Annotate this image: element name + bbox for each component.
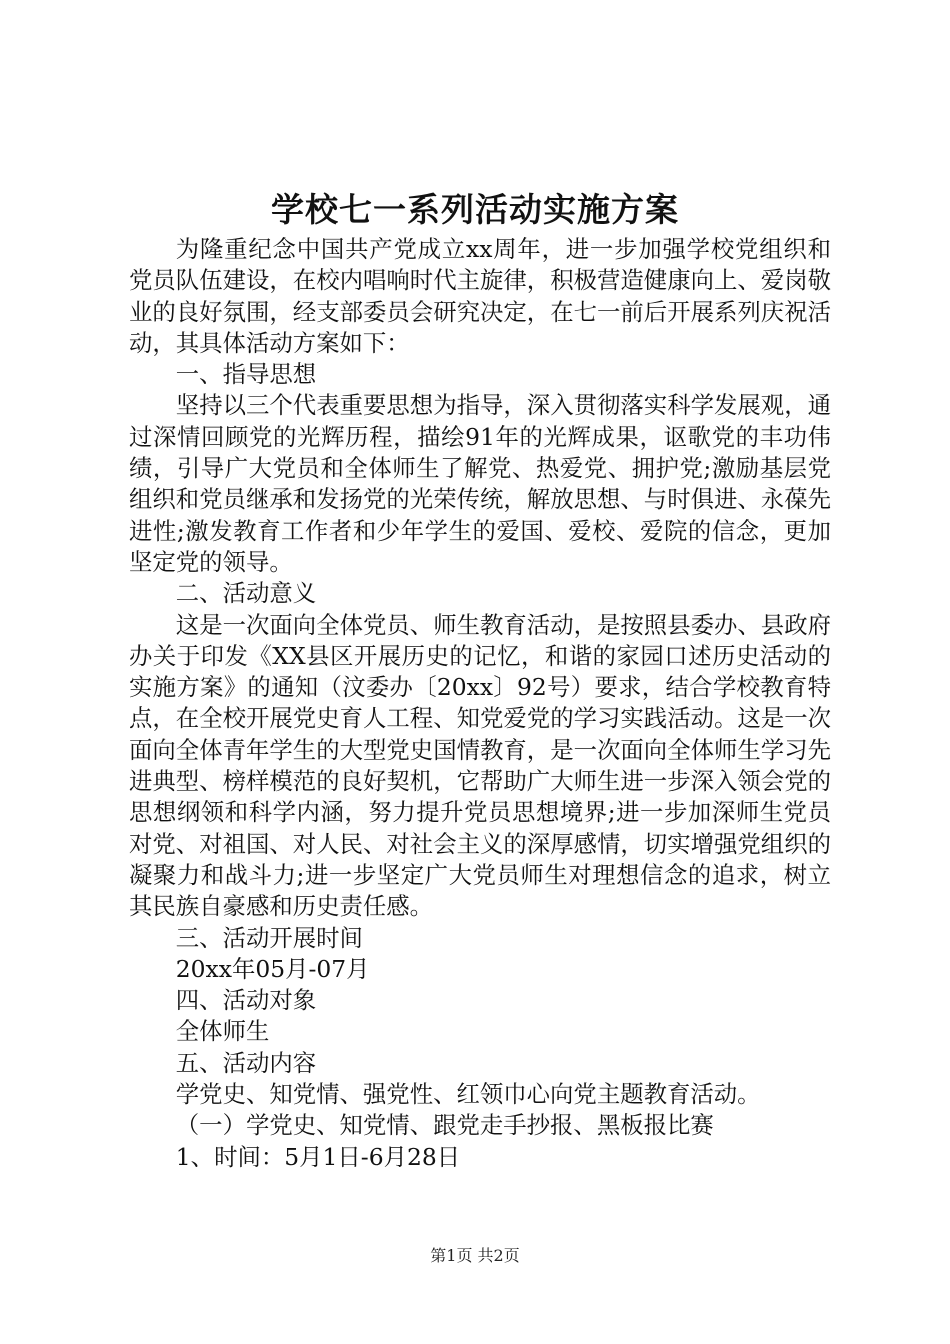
- activity-significance-paragraph: 这是一次面向全体党员、师生教育活动，是按照县委办、县政府办关于印发《XX县区开展历史的记忆，和谐的家园口述历史活动的实施方案》的通知（汶委办〔20xx〕92号）要求，结合学校教育特点，在全校开展党史育人工程、知党爱党的学习实践活动。这是一次面向全体青年学生的大型党史国情教育，是一次面向全体师生学习先进典型、榜样模范的良好契机，它帮助广大师生进一步深入领会党的思想纲领和科学内涵，努力提升党员思想境界;进一步加深师生党员对党、对祖国、对人民、对社会主义的深厚感情，切实增强党组织的凝聚力和战斗力;进一步坚定广大党员师生对理想信念的追求，树立其民族自豪感和历史责任感。: [129, 610, 831, 921]
- activity-content-paragraph: 学党史、知党情、强党性、红领巾心向党主题教育活动。: [175, 1080, 761, 1109]
- page-number: 第1页: [430, 1246, 473, 1265]
- section-heading-guiding-ideology: 一、指导思想: [175, 360, 317, 389]
- page-footer: [0, 1244, 950, 1268]
- page-total: 共2页: [477, 1246, 520, 1265]
- contest-time-item: 1、时间：5月1日-6月28日: [175, 1142, 461, 1171]
- subsection-heading-contest: （一）学党史、知党情、跟党走手抄报、黑板报比赛: [175, 1111, 714, 1140]
- section-heading-activity-time: 三、活动开展时间: [175, 923, 363, 952]
- guiding-ideology-paragraph: 坚持以三个代表重要思想为指导，深入贯彻落实科学发展观，通过深情回顾党的光辉历程，描绘91年的光辉成果，讴歌党的丰功伟绩，引导广大党员和全体师生了解党、热爱党、拥护党;激励基层党组织和党员继承和发扬党的光荣传统，解放思想、与时俱进、永葆先进性;激发教育工作者和少年学生的爱国、爱校、爱院的信念，更加坚定党的领导。: [129, 391, 831, 576]
- section-heading-activity-targets: 四、活动对象: [175, 986, 317, 1015]
- activity-targets-value: 全体师生: [175, 1017, 270, 1046]
- section-heading-activity-significance: 二、活动意义: [175, 579, 317, 608]
- intro-paragraph: 为隆重纪念中国共产党成立xx周年，进一步加强学校党组织和党员队伍建设，在校内唱响时代主旋律，积极营造健康向上、爱岗敬业的良好氛围，经支部委员会研究决定，在七一前后开展系列庆祝活动，其具体活动方案如下：: [129, 235, 831, 357]
- section-heading-activity-content: 五、活动内容: [175, 1048, 317, 1077]
- document-title: 学校七一系列活动实施方案: [271, 190, 679, 229]
- document-body: [129, 234, 831, 1173]
- activity-time-value: 20xx年05月-07月: [175, 954, 370, 983]
